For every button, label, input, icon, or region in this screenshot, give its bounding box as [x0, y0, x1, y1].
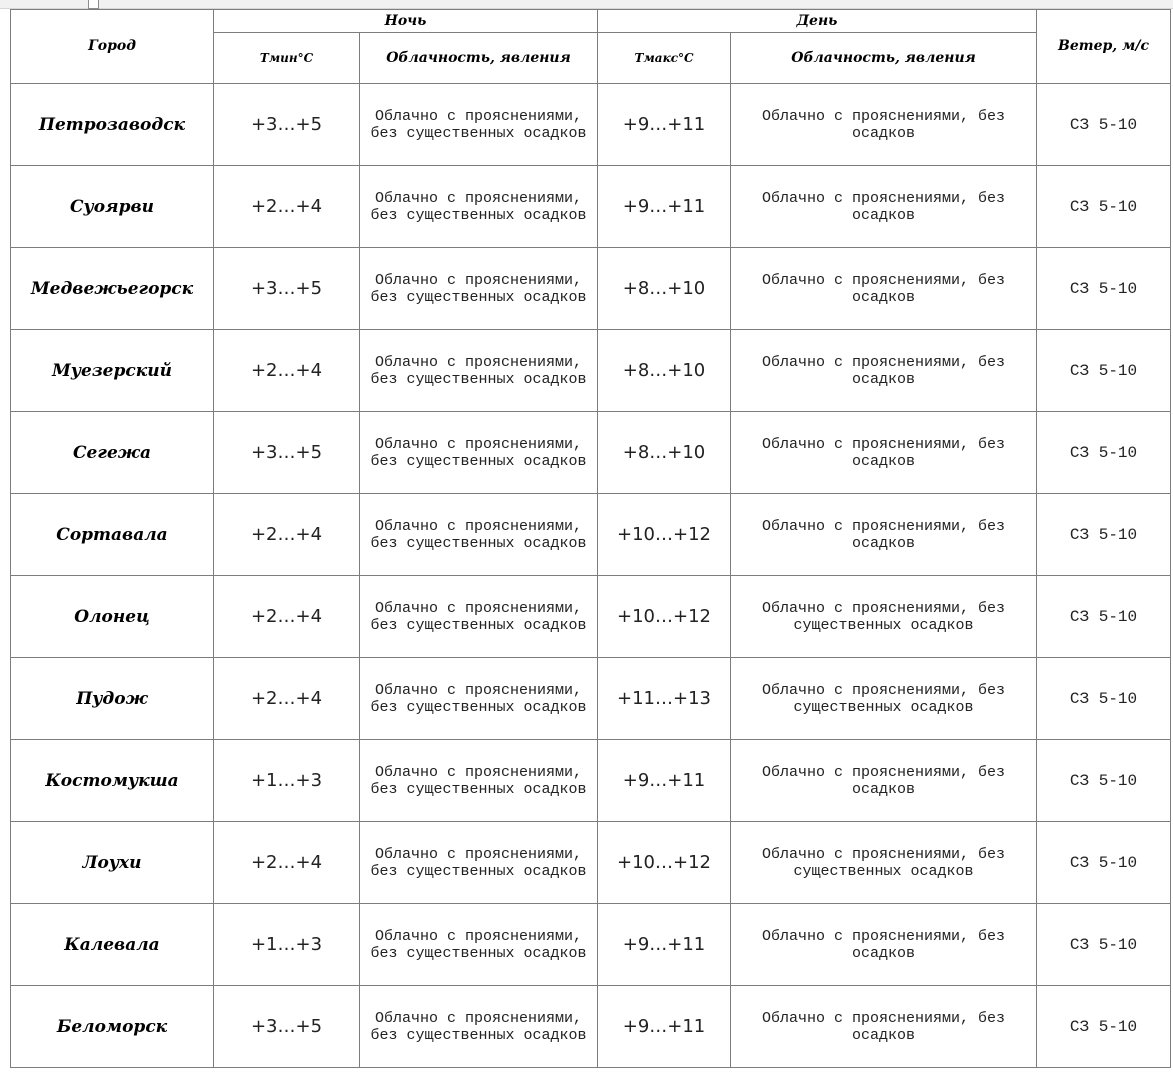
night-cloud-cell: Облачно с прояснениями, без существенных осадков [360, 412, 598, 494]
city-cell: Суоярви [11, 166, 214, 248]
day-cloud-cell: Облачно с прояснениями, без осадков [731, 166, 1037, 248]
table-row [11, 986, 1171, 1068]
tmax-cell: +9…+11 [598, 986, 731, 1068]
tmin-cell: +2…+4 [214, 658, 360, 740]
tmin-cell: +3…+5 [214, 412, 360, 494]
table-row [11, 494, 1171, 576]
tmax-cell: +8…+10 [598, 248, 731, 330]
city-cell: Муезерский [11, 330, 214, 412]
day-cloud-cell: Облачно с прояснениями, без осадков [731, 412, 1037, 494]
city-cell: Костомукша [11, 740, 214, 822]
day-cloud-cell: Облачно с прояснениями, без осадков [731, 986, 1037, 1068]
night-cloud-cell: Облачно с прояснениями, без существенных осадков [360, 494, 598, 576]
header-day-cloud: Облачность, явления [731, 33, 1037, 84]
header-tmax: Тмакс°С [598, 33, 731, 84]
wind-cell: СЗ 5-10 [1037, 986, 1171, 1068]
day-cloud-cell: Облачно с прояснениями, без осадков [731, 84, 1037, 166]
weather-forecast-table [10, 9, 1171, 1068]
night-cloud-cell: Облачно с прояснениями, без существенных осадков [360, 330, 598, 412]
city-cell: Лоухи [11, 822, 214, 904]
table-row [11, 412, 1171, 494]
tmin-cell: +3…+5 [214, 248, 360, 330]
tmax-cell: +9…+11 [598, 84, 731, 166]
day-cloud-cell: Облачно с прояснениями, без существенных осадков [731, 576, 1037, 658]
tmax-cell: +9…+11 [598, 904, 731, 986]
wind-cell: СЗ 5-10 [1037, 248, 1171, 330]
header-night-cloud: Облачность, явления [360, 33, 598, 84]
header-city: Город [11, 10, 214, 84]
day-cloud-cell: Облачно с прояснениями, без осадков [731, 740, 1037, 822]
tmin-cell: +2…+4 [214, 494, 360, 576]
city-cell: Беломорск [11, 986, 214, 1068]
row-select-checkbox[interactable] [88, 0, 99, 9]
header-tmin: Тмин°С [214, 33, 360, 84]
night-cloud-cell: Облачно с прояснениями, без существенных осадков [360, 740, 598, 822]
wind-cell: СЗ 5-10 [1037, 330, 1171, 412]
tmax-cell: +11…+13 [598, 658, 731, 740]
wind-cell: СЗ 5-10 [1037, 822, 1171, 904]
header-day: День [598, 10, 1037, 33]
day-cloud-cell: Облачно с прояснениями, без осадков [731, 330, 1037, 412]
tmax-cell: +10…+12 [598, 494, 731, 576]
tmin-cell: +2…+4 [214, 166, 360, 248]
wind-cell: СЗ 5-10 [1037, 494, 1171, 576]
city-cell: Петрозаводск [11, 84, 214, 166]
table-row [11, 904, 1171, 986]
day-cloud-cell: Облачно с прояснениями, без существенных осадков [731, 658, 1037, 740]
day-cloud-cell: Облачно с прояснениями, без осадков [731, 904, 1037, 986]
table-row [11, 658, 1171, 740]
tmax-cell: +10…+12 [598, 576, 731, 658]
wind-cell: СЗ 5-10 [1037, 740, 1171, 822]
tmin-cell: +2…+4 [214, 576, 360, 658]
tmin-cell: +2…+4 [214, 330, 360, 412]
wind-cell: СЗ 5-10 [1037, 166, 1171, 248]
day-cloud-cell: Облачно с прояснениями, без осадков [731, 494, 1037, 576]
table-row [11, 166, 1171, 248]
tmax-cell: +10…+12 [598, 822, 731, 904]
wind-cell: СЗ 5-10 [1037, 658, 1171, 740]
tmin-cell: +3…+5 [214, 84, 360, 166]
city-cell: Олонец [11, 576, 214, 658]
wind-cell: СЗ 5-10 [1037, 84, 1171, 166]
wind-cell: СЗ 5-10 [1037, 904, 1171, 986]
tmax-cell: +9…+11 [598, 740, 731, 822]
city-cell: Медвежьегорск [11, 248, 214, 330]
tmin-cell: +1…+3 [214, 740, 360, 822]
day-cloud-cell: Облачно с прояснениями, без осадков [731, 248, 1037, 330]
table-row [11, 740, 1171, 822]
night-cloud-cell: Облачно с прояснениями, без существенных осадков [360, 576, 598, 658]
table-row [11, 576, 1171, 658]
night-cloud-cell: Облачно с прояснениями, без существенных осадков [360, 904, 598, 986]
table-row [11, 84, 1171, 166]
tmax-cell: +8…+10 [598, 412, 731, 494]
day-cloud-cell: Облачно с прояснениями, без существенных осадков [731, 822, 1037, 904]
top-toolbar-strip [0, 0, 1173, 9]
night-cloud-cell: Облачно с прояснениями, без существенных осадков [360, 84, 598, 166]
table-row [11, 822, 1171, 904]
night-cloud-cell: Облачно с прояснениями, без существенных осадков [360, 822, 598, 904]
tmin-cell: +2…+4 [214, 822, 360, 904]
city-cell: Калевала [11, 904, 214, 986]
tmax-cell: +8…+10 [598, 330, 731, 412]
night-cloud-cell: Облачно с прояснениями, без существенных осадков [360, 658, 598, 740]
forecast-body [11, 84, 1171, 1068]
city-cell: Сортавала [11, 494, 214, 576]
night-cloud-cell: Облачно с прояснениями, без существенных осадков [360, 986, 598, 1068]
night-cloud-cell: Облачно с прояснениями, без существенных осадков [360, 248, 598, 330]
tmax-cell: +9…+11 [598, 166, 731, 248]
header-wind: Ветер, м/с [1037, 10, 1171, 84]
night-cloud-cell: Облачно с прояснениями, без существенных осадков [360, 166, 598, 248]
table-row [11, 330, 1171, 412]
header-night: Ночь [214, 10, 598, 33]
tmin-cell: +3…+5 [214, 986, 360, 1068]
wind-cell: СЗ 5-10 [1037, 412, 1171, 494]
city-cell: Сегежа [11, 412, 214, 494]
city-cell: Пудож [11, 658, 214, 740]
table-row [11, 248, 1171, 330]
tmin-cell: +1…+3 [214, 904, 360, 986]
wind-cell: СЗ 5-10 [1037, 576, 1171, 658]
